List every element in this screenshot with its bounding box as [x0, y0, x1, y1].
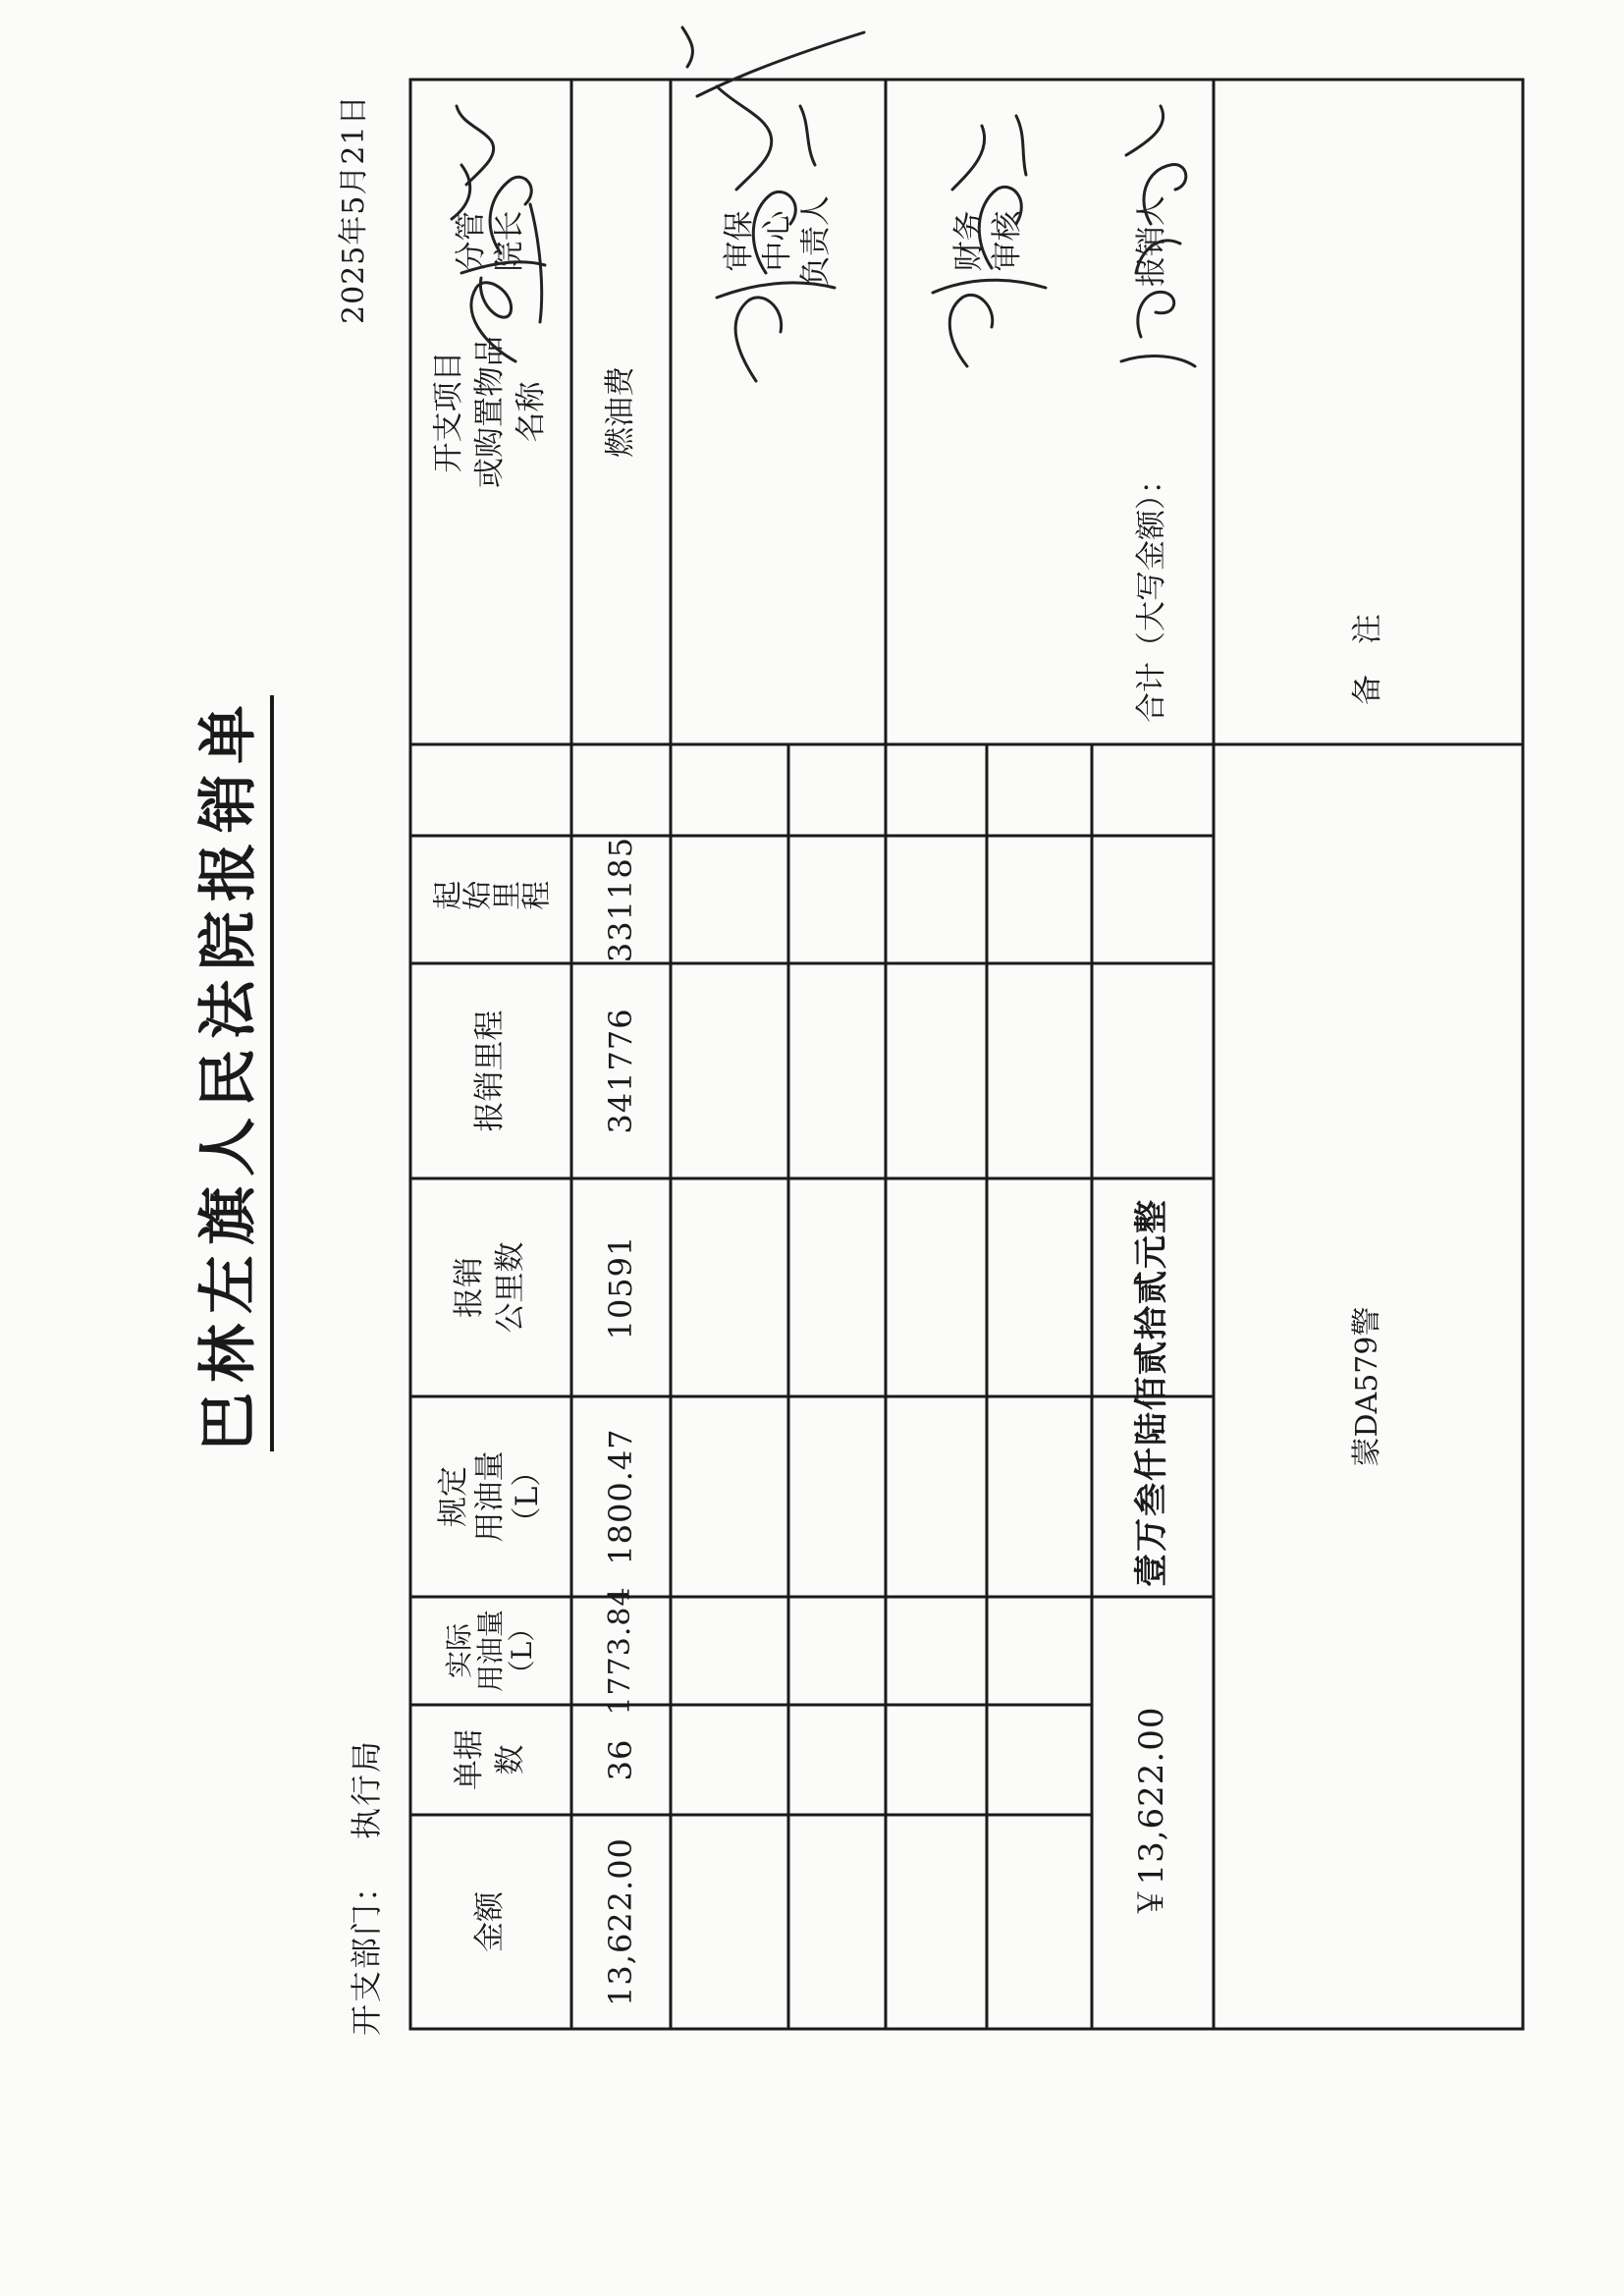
header-start-mileage: 起始里程: [432, 881, 550, 916]
remark-label: 备 注: [1349, 614, 1385, 705]
header-actual-fuel: 实际 用油量 （L）: [442, 1610, 539, 1693]
approval-label-vp: 分管 院长: [454, 210, 527, 272]
form-date: 2025年5月21日: [337, 94, 371, 324]
form-title: 巴林左旗人民法院报销单: [182, 695, 274, 1451]
department-label: 开支部门：: [348, 1868, 385, 2036]
header-item: 开支项目 或购置物品 名称: [431, 336, 549, 488]
header-km: 报销 公里数: [452, 1241, 528, 1334]
total-amount: ￥13,622.00: [1132, 1706, 1172, 1920]
signature-finance: [898, 101, 1085, 386]
department-value: 执行局: [348, 1738, 385, 1839]
approval-label-applicant: 报销人: [1134, 195, 1170, 287]
cell-km: 10591: [601, 1234, 639, 1340]
remark-value: 蒙DA579警: [1350, 1306, 1385, 1467]
header-receipts: 单据 数: [452, 1729, 528, 1790]
header-end-mileage: 报销里程: [472, 1010, 509, 1132]
signature-center: [677, 18, 884, 391]
cell-end-mileage: 341776: [601, 1008, 639, 1134]
header-amount: 金额: [472, 1891, 509, 1952]
total-words: 壹万叁仟陆佰贰拾贰元整: [1132, 1198, 1172, 1587]
approval-label-finance: 财务 审核: [951, 210, 1025, 272]
cell-amount: 13,622.00: [601, 1837, 639, 2006]
cell-quota-fuel: 1800.47: [601, 1428, 639, 1565]
signature-vp: [422, 86, 569, 381]
total-label: 合计（大写金额）：: [1134, 464, 1170, 723]
header-quota-fuel: 规定 用油量 （L）: [436, 1450, 545, 1543]
cell-start-mileage: 331185: [601, 836, 639, 963]
cell-actual-fuel: 1773.84: [603, 1586, 638, 1716]
approval-label-center: 审保 中心 负责人: [722, 195, 834, 287]
signature-applicant: [1102, 96, 1210, 381]
cell-item: 燃油费: [602, 366, 638, 458]
cell-receipts: 36: [601, 1738, 639, 1781]
